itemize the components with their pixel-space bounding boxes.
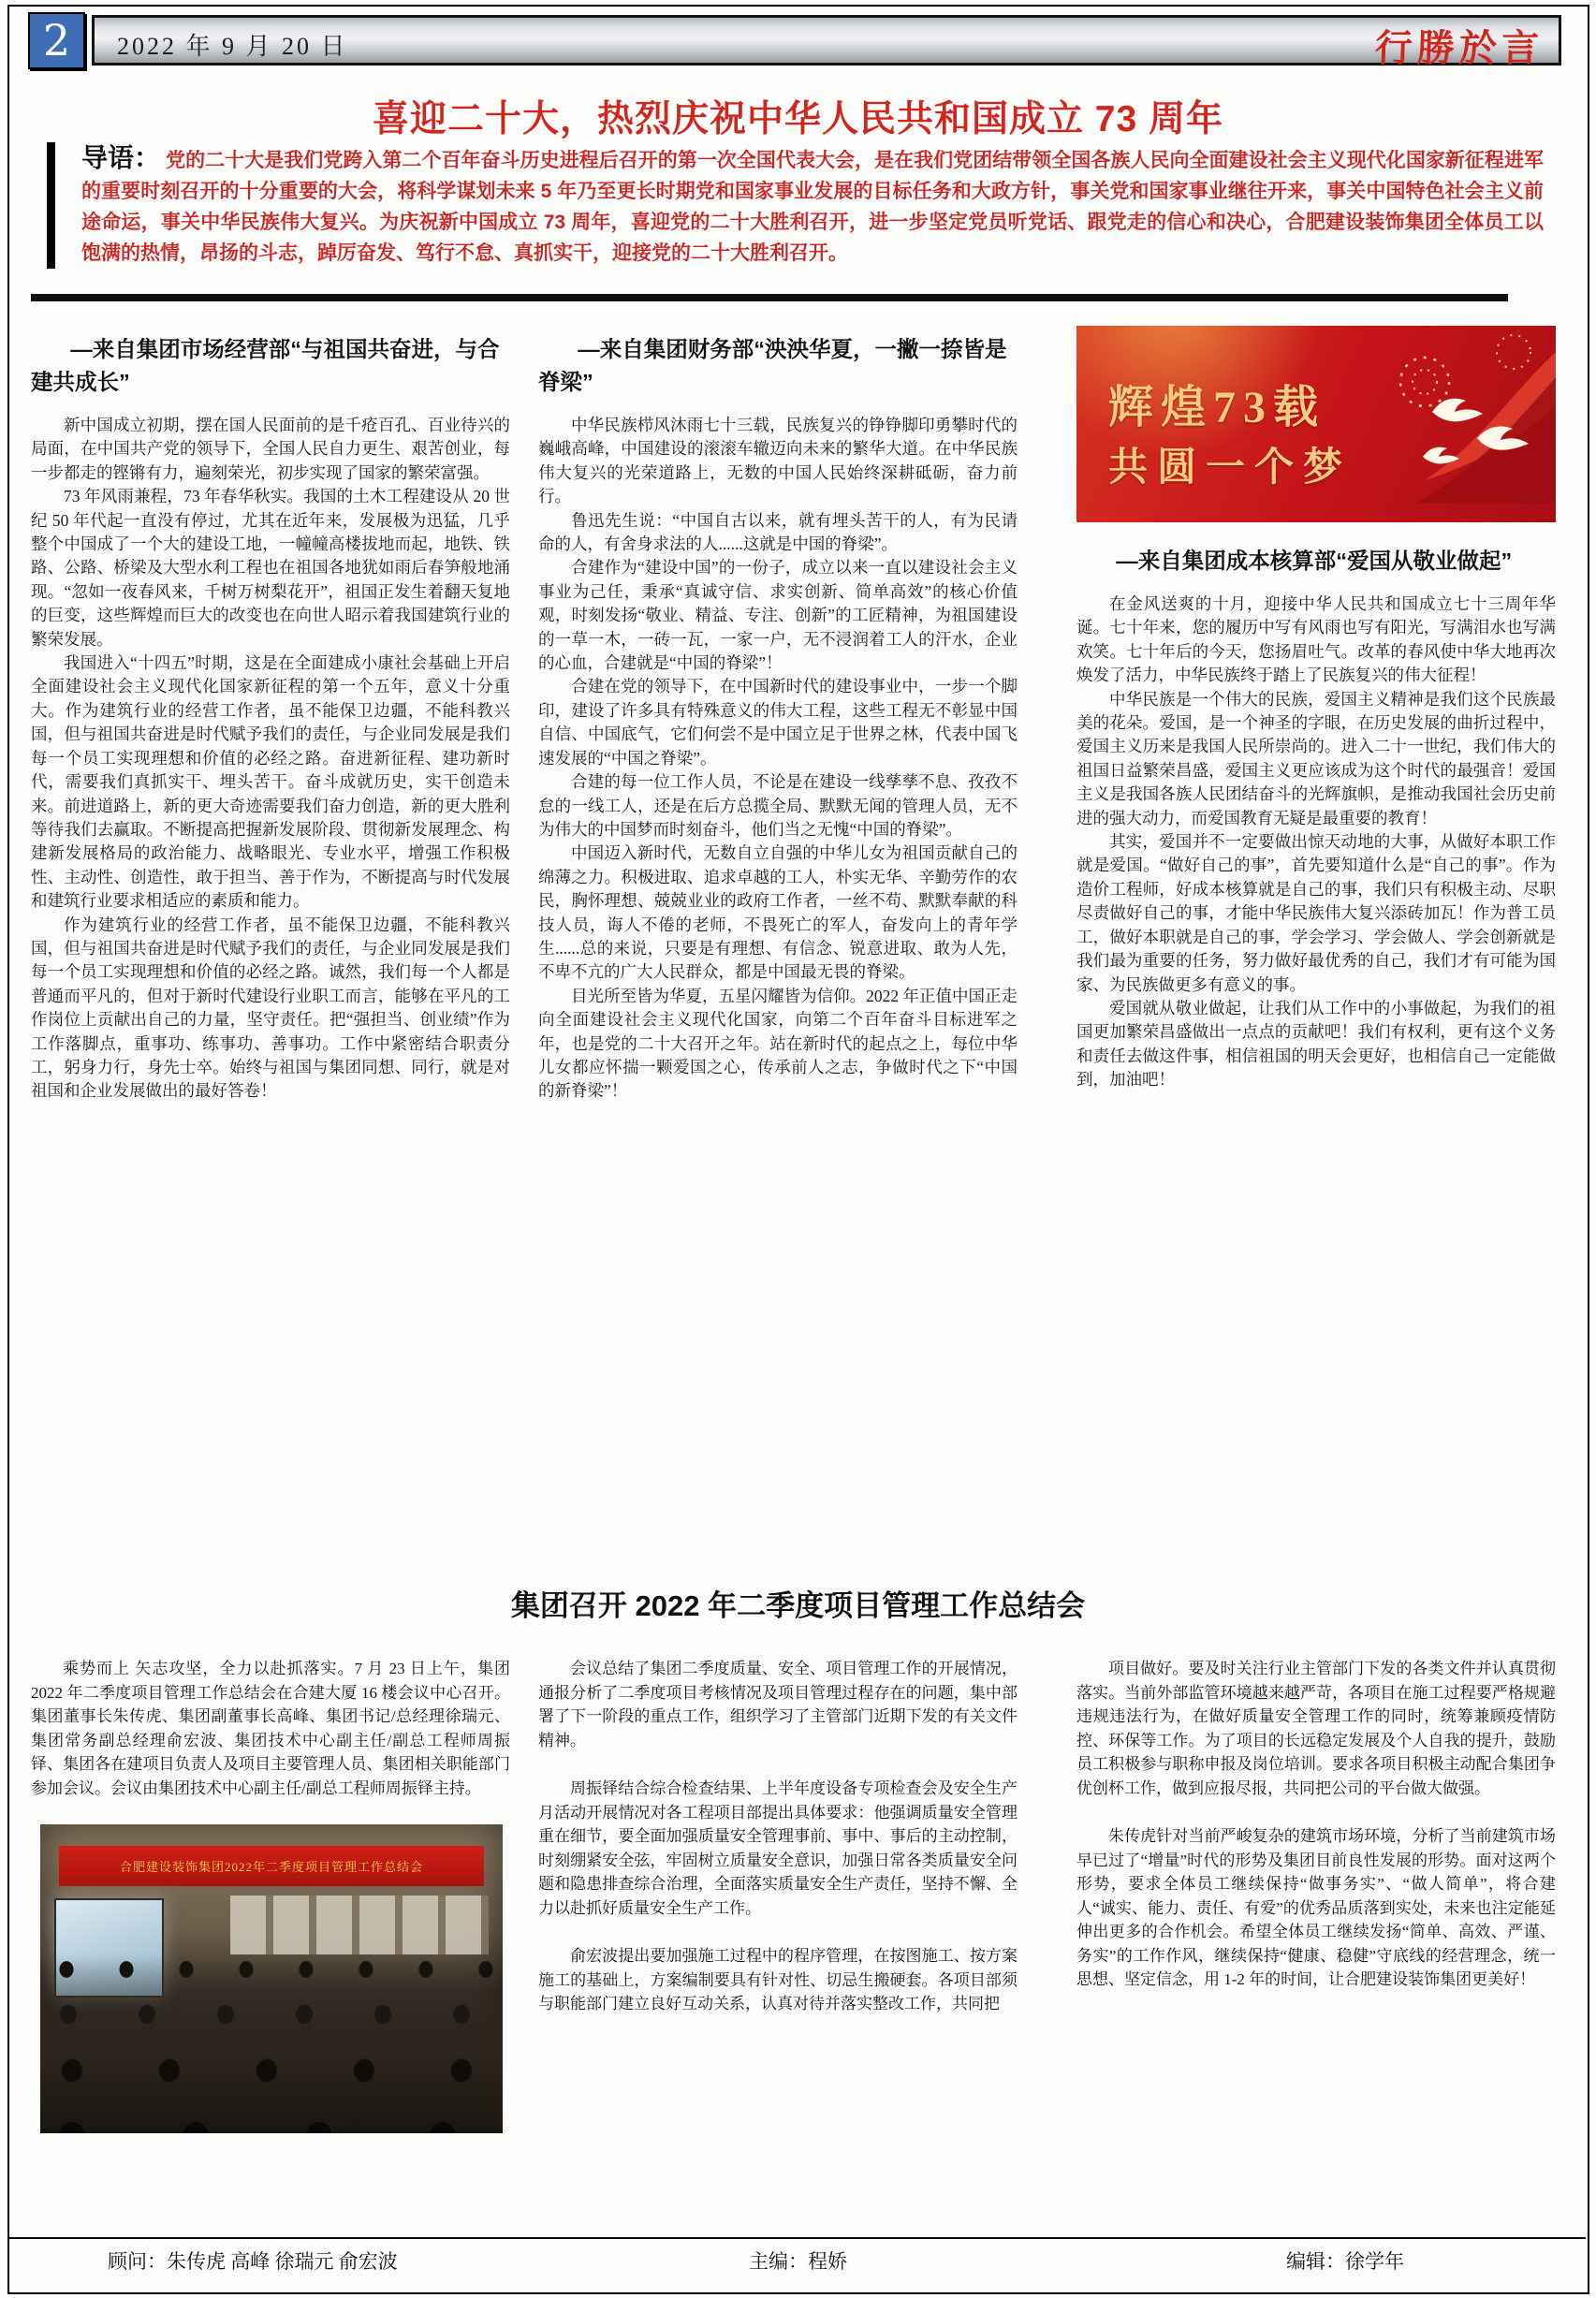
intro-label: 导语： (81, 143, 161, 172)
article-paragraph: 其实，爱国并不一定要做出惊天动地的大事，从做好本职工作就是爱国。“做好自己的事”，首先要知道什么是“自己的事”。作为造价工程师，好成本核算就是自己的事，我们只有积极主动、尽职尽责做好自己的事，才能中华民族伟大复兴添砖加瓦！作为普工员工，做好本职就是自己的事，学会学习、学会做人、学会创新就是我们最为重要的任务，努力做好最优秀的自己，我们才有可能为国家、为民族做更多有意义的事。 (1076, 832, 1556, 994)
intro-text: 党的二十大是我们党跨入第二个百年奋斗历史进程后召开的第一次全国代表大会，是在我们党团结带领全国各族人民向全面建设社会主义现代化国家新征程进军的重要时刻召开的十分重要的大会，将科学谋划未来 5 年乃至更长时期党和国家事业发展的目标任务和大政方针，事关党和国家事业继往开来，事关中国特色社会主义前途命运，事关中华民族伟大复兴。为庆祝新中国成立 73 周年，喜迎党的二十大胜利召开，进一步坚定党员听党话、跟党走的信心和决心，合肥建设装饰集团全体员工以饱满的热情，昂扬的斗志，踔厉奋发、笃行不怠、真抓实干，迎接党的二十大胜利召开。 (81, 150, 1544, 264)
article-column-cost (1076, 309, 1556, 1092)
bottom-column-3 (1076, 1657, 1556, 2016)
page-number: 2 (42, 15, 71, 66)
footer-editor: 编辑：徐学年 (1286, 2250, 1404, 2273)
article-paragraph: 爱国就从敬业做起，让我们从工作中的小事做起，为我们的祖国更加繁荣昌盛做出一点点的贡献吧！我们有权利，更有这个义务和责任去做这件事，相信祖国的明天会更好，也相信自己一定能做到，加油吧！ (1076, 998, 1556, 1090)
fireworks-icon (1400, 335, 1530, 406)
page-number-badge (28, 12, 85, 69)
article-column-finance (538, 309, 1018, 1104)
meeting-photo (40, 1824, 503, 2133)
article-body (538, 414, 1018, 1104)
article-paragraph: 合建作为“建设中国”的一份子，成立以来一直以建设社会主义事业为己任，秉承“真诚守信、求实创新、简单高效”的核心价值观，时刻发扬“敬业、精益、专注、创新”的工匠精神，为祖国建设的一草一木，一砖一瓦，一家一户，无不浸润着工人的汗水，企业的心血，合建就是“中国的脊梁”！ (538, 558, 1018, 673)
article-column-market (31, 309, 510, 1104)
article-title: —来自集团成本核算部“爱国从敬业做起” (1116, 549, 1513, 573)
article-paragraph: 中华民族是一个伟大的民族，爱国主义精神是我们这个民族最美的花朵。爱国，是一个神圣的字眼，在历史发展的曲折过程中，爱国主义历来是我国人民所崇尚的。进入二十一世纪，我们伟大的祖国日益繁荣昌盛，爱国主义更应该成为这个时代的最强音！爱国主义是我国各族人民团结奋斗的光辉旗帜，是推动我国社会历史前进的强大动力，而爱国教育无疑是最重要的教育！ (1076, 689, 1556, 827)
main-headline: 喜迎二十大，热烈庆祝中华人民共和国成立 73 周年 (372, 99, 1224, 139)
bottom-paragraph: 乘势而上 矢志攻坚，全力以赴抓落实。7 月 23 日上午，集团 2022 年二季度项目管理工作总结会在合建大厦 16 楼会议中心召开。集团董事长朱传虎、集团副董事长高峰、集团书记/总经理徐瑞元、集团常务副总经理俞宏波、集团技术中心副主任/副总工程师周振铎、集团各在建项目负责人及项目主要管理人员、集团相关职能部门参加会议。会议由集团技术中心副主任/副总工程师周振铎主持。 (31, 1660, 510, 1797)
bottom-paragraph: 项目做好。要及时关注行业主管部门下发的各类文件并认真贯彻落实。当前外部监管环境越来越严苛，各项目在施工过程要严格规避违规违法行为，在做好质量安全管理工作的同时，统筹兼顾疫情防控、环保等工作。为了项目的长远稳定发展及个人自我的提升，鼓励员工积极参与职称申报及岗位培训。要求各项目积极主动配合集团争优创杯工作，做到应报尽报，共同把公司的平台做大做强。 (1076, 1660, 1556, 1797)
article-paragraph: 作为建筑行业的经营工作者，虽不能保卫边疆，不能科教兴国，但与祖国共奋进是时代赋予我们的责任，与企业同发展是我们每一个员工实现理想和价值的必经之路。诚然，我们每一个人都是普通而平凡的，但对于新时代建设行业职工而言，能够在平凡的工作岗位上贡献出自己的力量，坚守责任。把“强担当、创业绩”作为工作落脚点，重事功、练事功、善事功。工作中紧密结合职责分工，躬身力行，身先士卒。始终与祖国与集团同想、同行，就是对祖国和企业发展做出的最好答卷！ (31, 915, 510, 1101)
date-bar (92, 15, 1561, 70)
anniversary-banner-image (1076, 326, 1556, 522)
article-paragraph: 中华民族栉风沐雨七十三载，民族复兴的铮铮脚印勇攀时代的巍峨高峰，中国建设的滚滚车辙迈向未来的繁华大道。在中华民族伟大复兴的光荣道路上，无数的中国人民始终深耕砥砺，奋力前行。 (538, 416, 1018, 506)
footer-chief-editor: 主编：程娇 (749, 2250, 847, 2273)
bottom-paragraph: 俞宏波提出要加强施工过程中的程序管理，在按图施工、按方案施工的基础上，方案编制要具有针对性、切忌生搬硬套。各项目部须与职能部门建立良好互动关系，认真对待并落实整改工作，共同把 (538, 1947, 1018, 2013)
banner-line2: 共圆一个梦 (1108, 446, 1353, 490)
bottom-column-1 (31, 1657, 510, 2133)
article-paragraph: 新中国成立初期，摆在国人民面前的是千疮百孔、百业待兴的局面，在中国共产党的领导下，全国人民自力更生、艰苦创业，每一步都走的铿锵有力，遍刻荣光，初步实现了国家的繁荣富强。 (31, 416, 510, 482)
intro-block (47, 142, 1544, 269)
footer-rule (9, 2237, 1586, 2239)
divider-rule (31, 294, 1508, 301)
article-paragraph: 鲁迅先生说：“中国自古以来，就有埋头苦干的人，有为民请命的人，有舍身求法的人......这就是中国的脊梁”。 (538, 510, 1018, 554)
section-title: 集团召开 2022 年二季度项目管理工作总结会 (510, 1589, 1086, 1622)
article-paragraph: 在金风送爽的十月，迎接中华人民共和国成立七十三周年华诞。七十年来，您的履历中写有风雨也写有阳光，写满泪水也写满欢笑。七十年后的今天，您扬眉吐气。改革的春风使中华大地再次焕发了活力，中华民族终于踏上了民族复兴的伟大征程！ (1076, 594, 1556, 685)
article-paragraph: 目光所至皆为华夏，五星闪耀皆为信仰。2022 年正值中国正走向全面建设社会主义现代化国家，向第二个百年奋斗目标进军之年，也是党的二十大召开之年。站在新时代的起点之上，每位中华儿女都应怀揣一颗爱国之心，传承前人之志，争做时代之下“中国的新脊梁”！ (538, 986, 1018, 1101)
banner-artwork (1312, 326, 1556, 522)
article-paragraph: 中国迈入新时代，无数自立自强的中华儿女为祖国贡献自己的绵薄之力。积极进取、追求卓越的工人，朴实无华、辛勤劳作的农民，胸怀理想、兢兢业业的政府工作者，一丝不苟、默默奉献的科技人员，诲人不倦的老师，不畏死亡的军人，奋发向上的青年学生......总的来说，只要是有理想、有信念、锐意进取、敢为人先，不卑不亢的广大人民群众，都是中国最无畏的脊梁。 (538, 843, 1018, 982)
banner-line1: 辉煌73载 (1108, 383, 1326, 432)
photo-banner (59, 1846, 484, 1886)
article-title: —来自集团市场经营部“与祖国共奋进，与合建共成长” (31, 337, 500, 394)
article-body (31, 414, 510, 1104)
bottom-paragraph: 周振铎结合综合检查结果、上半年度设备专项检查会及安全生产月活动开展情况对各工程项目部提出具体要求：他强调质量安全管理重在细节，要全面加强质量安全管理事前、事中、事后的主动控制，时刻绷紧安全弦，牢固树立质量安全意识，加强日常各类质量安全问题和隐患排查综合治理，全面落实质量安全生产责任，坚持不懈、全力以赴抓好质量安全生产工作。 (538, 1779, 1018, 1917)
article-paragraph: 我国进入“十四五”时期，这是在全面建成小康社会基础上开启全面建设社会主义现代化国家新征程的第一个五年，意义十分重大。作为建筑行业的经营工作者，虽不能保卫边疆，不能科教兴国，但与祖国共奋进是时代赋予我们的责任，与企业同发展是我们每一个员工实现理想和价值的必经之路。奋进新征程、建功新时代，需要我们真抓实干、埋头苦干。奋斗成就历史，实干创造未来。前进道路上，新的更大奇迹需要我们奋力创造，新的更大胜利等待我们去赢取。不断提高把握新发展阶段、贯彻新发展理念、构建新发展格局的政治能力、战略眼光、专业水平，增强工作积极性、主动性、创造性，敢于担当、善于作为，不断提高与时代发展和建筑行业要求相适应的素质和能力。 (31, 653, 510, 911)
bottom-paragraph: 朱传虎针对当前严峻复杂的建筑市场环境，分析了当前建筑市场早已过了“增量”时代的形势及集团目前良性发展的形势。面对这两个形势，要求全体员工继续保持“做事务实”、“做人简单”，将合建人“诚实、能力、责任、有爱”的优秀品质落到实处，未来也注定能延伸出更多的合作机会。希望全体员工继续发扬“简单、高效、严谨、务实”的工作作风，继续保持“健康、稳健”守底线的经营理念，统一思想、坚定信念，用 1-2 年的时间，让合肥建设装饰集团更美好！ (1076, 1827, 1556, 1988)
bottom-column-2 (538, 1657, 1018, 2041)
article-paragraph: 合建的每一位工作人员，不论是在建设一线孳孳不息、孜孜不怠的一线工人，还是在后方总揽全局、默默无闻的管理人员，无不为伟大的中国梦而时刻奋斗，他们当之无愧“中国的脊梁”。 (538, 772, 1018, 839)
article-paragraph: 73 年风雨兼程，73 年春华秋实。我国的土木工程建设从 20 世纪 50 年代起一直没有停过，尤其在近年来，发展极为迅猛，几乎整个中国成了一个大的建设工地，一幢幢高楼拔地而起，地铁、铁路、公路、桥梁及大型水利工程也在祖国各地犹如雨后春笋般地涌现。“忽如一夜春风来，千树万树梨花开”，祖国正发生着翻天复地的巨变，这些辉煌而巨大的改变也在向世人昭示着我国建筑行业的繁荣发展。 (31, 487, 510, 649)
article-title: —来自集团财务部“泱泱华夏，一撇一捺皆是脊梁” (538, 337, 1007, 394)
footer-advisors: 顾问：朱传虎 高峰 徐瑞元 俞宏波 (108, 2250, 398, 2273)
article-body (1076, 593, 1556, 1092)
issue-date: 2022 年 9 月 20 日 (117, 33, 348, 60)
masthead-calligraphy: 行勝於言 (1374, 26, 1545, 70)
photo-audience (40, 1954, 503, 2133)
article-paragraph: 合建在党的领导下，在中国新时代的建设事业中，一步一个脚印，建设了许多具有特殊意义的伟大工程，这些工程无不彰显中国自信、中国底气，它们何尝不是中国立足于世界之林，代表中国飞速发展的“中国之脊梁”。 (538, 677, 1018, 768)
photo-banner-text: 合肥建设装饰集团2022年二季度项目管理工作总结会 (119, 1860, 423, 1875)
bottom-paragraph: 会议总结了集团二季度质量、安全、项目管理工作的开展情况，通报分析了二季度项目考核情况及项目管理过程存在的问题，集中部署了下一阶段的重点工作，组织学习了主管部门近期下发的有关文件精神。 (538, 1660, 1018, 1749)
photo-windows (230, 1895, 490, 1954)
